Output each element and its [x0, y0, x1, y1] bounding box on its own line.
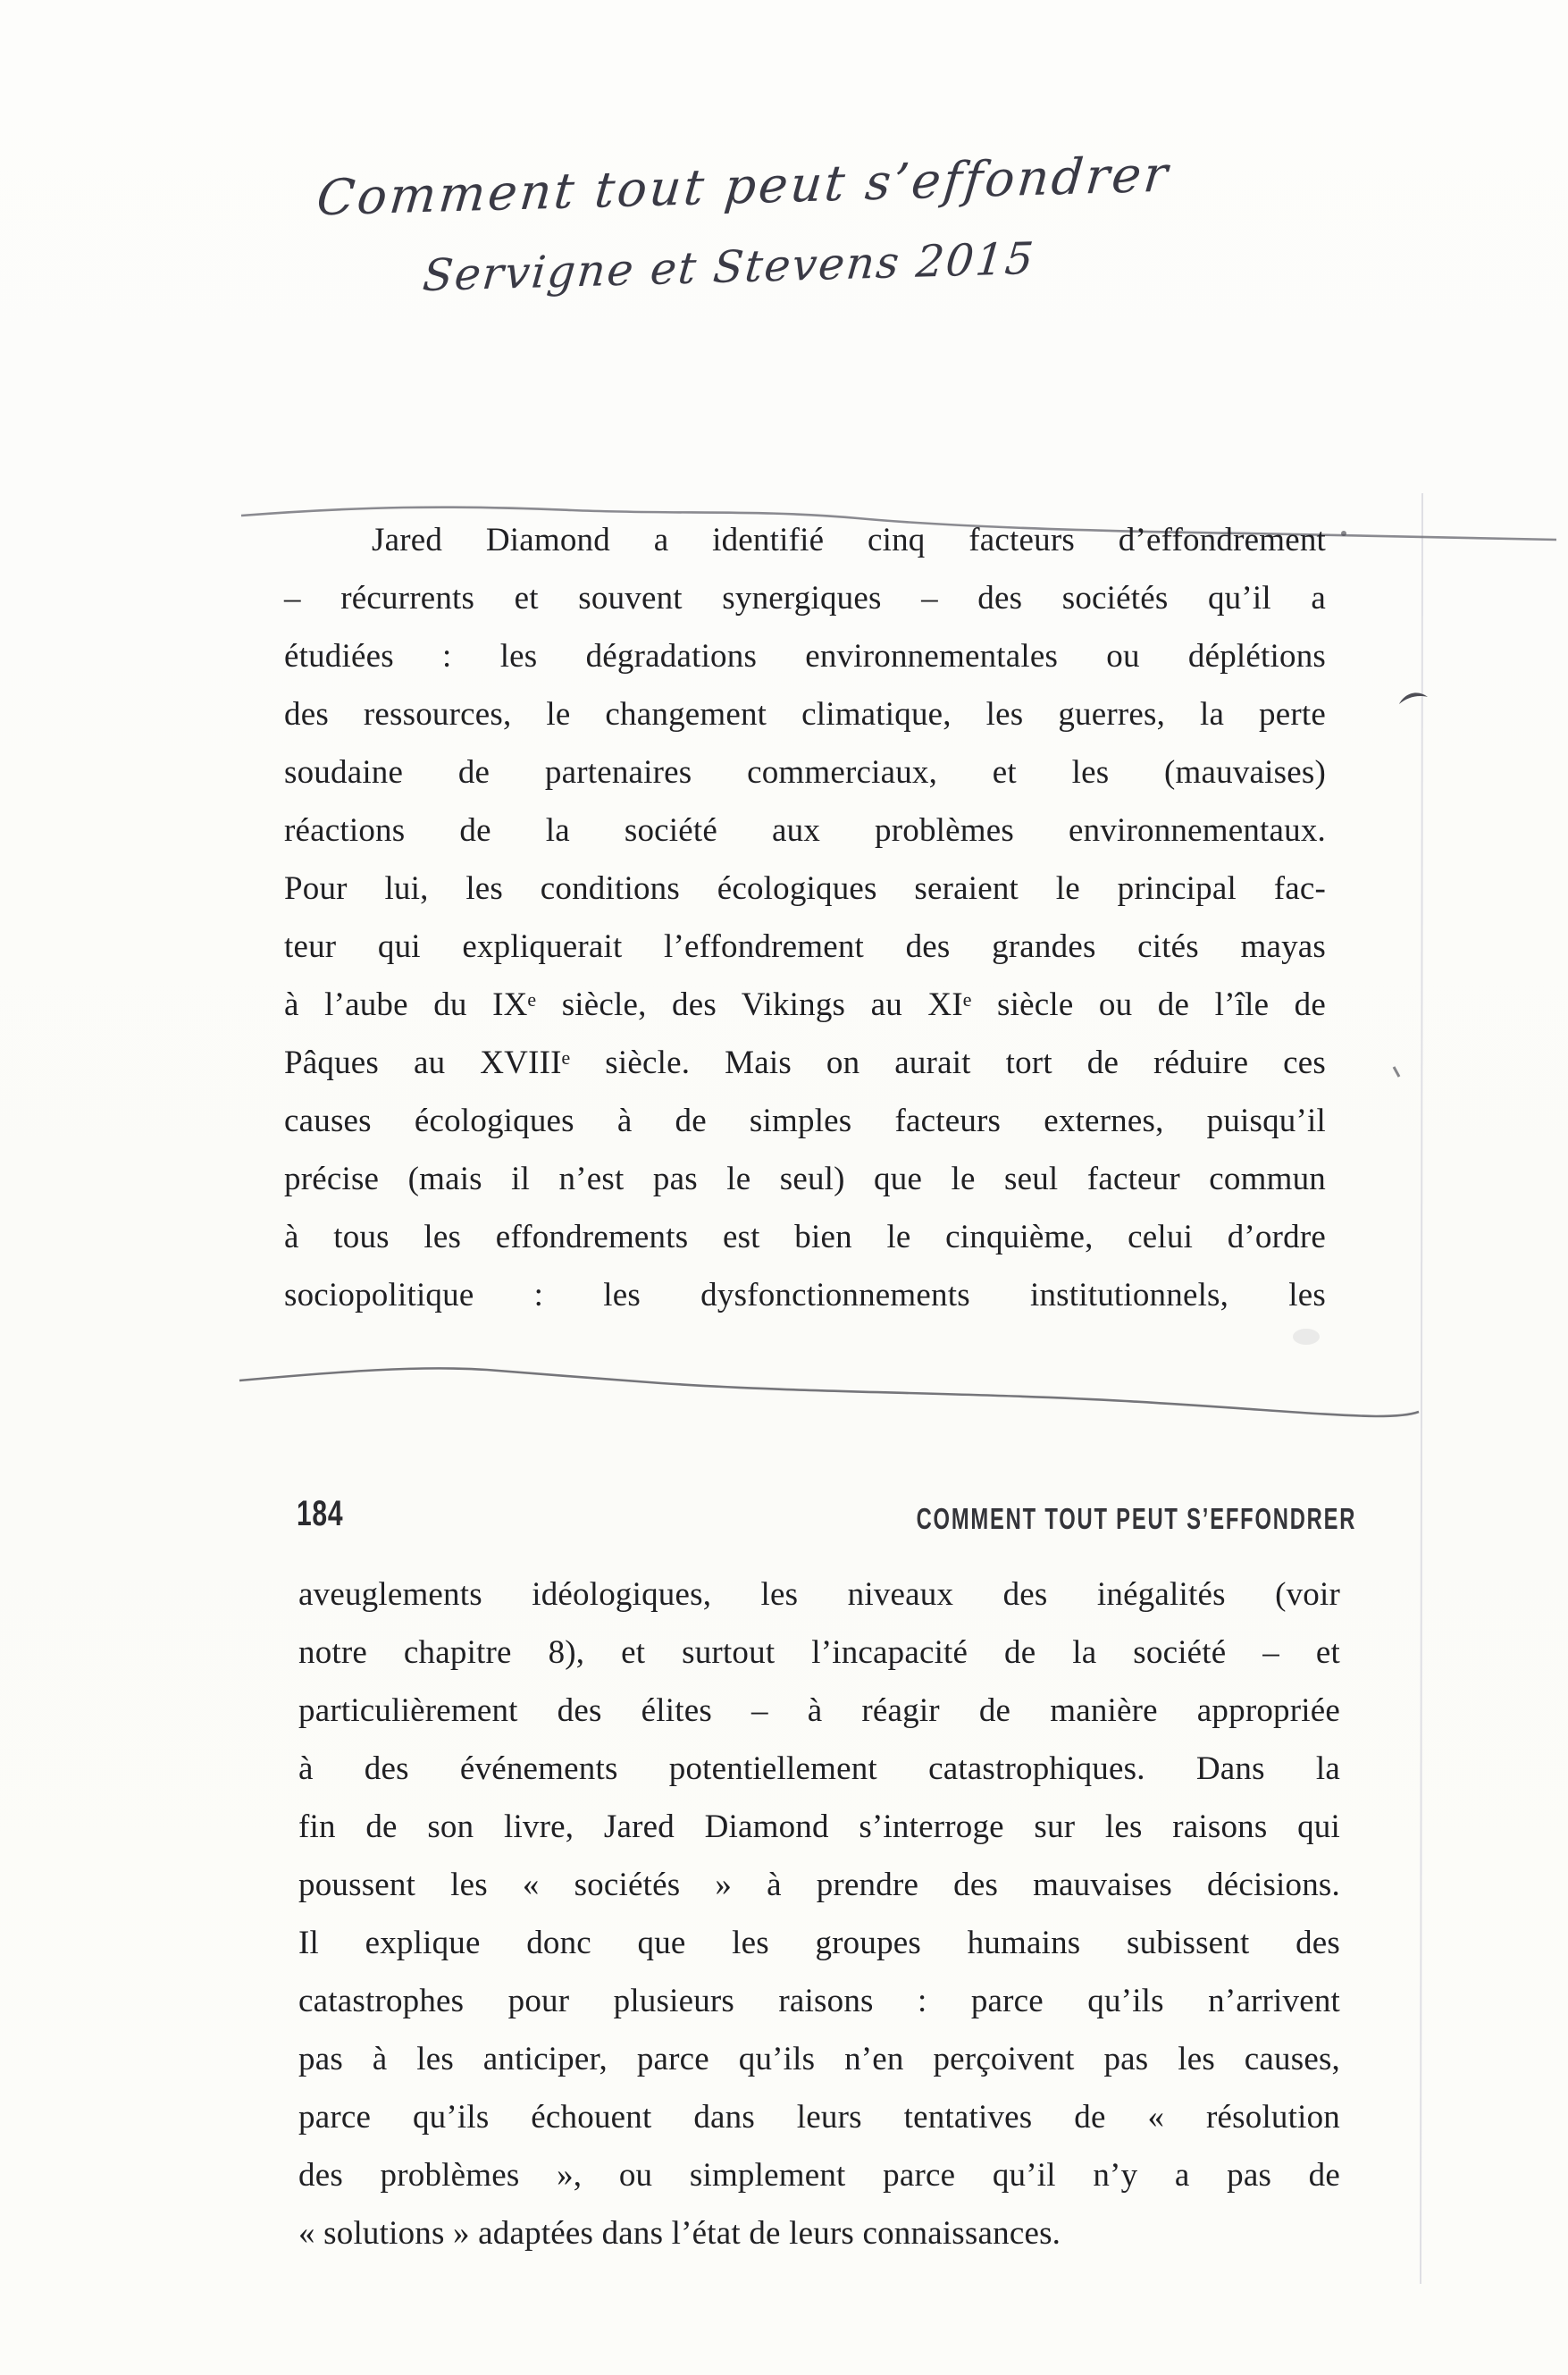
text-line: étudiées : les dégradations environnementales ou déplétions [284, 638, 1326, 675]
running-title: COMMENT TOUT PEUT S’EFFONDRER [916, 1502, 1356, 1535]
text-line: – récurrents et souvent synergiques – des sociétés qu’il a [284, 580, 1326, 617]
text-line: réactions de la société aux problèmes environnementaux. [284, 812, 1326, 849]
text-line: à l’aube du IXᵉ siècle, des Vikings au XIᵉ siècle ou de l’île de [284, 986, 1326, 1023]
ink-speck-tick [1394, 1067, 1399, 1077]
text-line: pas à les anticiper, parce qu’ils n’en perçoivent pas les causes, [298, 2041, 1340, 2077]
handwritten-note [316, 146, 1173, 305]
text-line: poussent les « sociétés » à prendre des mauvaises décisions. [298, 1867, 1340, 1903]
text-line: Pour lui, les conditions écologiques seraient le principal fac- [284, 870, 1326, 907]
ink-speck-curved [1399, 692, 1428, 704]
text-line: à tous les effondrements est bien le cinquième, celui d’ordre [284, 1219, 1326, 1255]
page-bottom-text-block [298, 1565, 1340, 2262]
handwritten-authors-year: Servigne et Stevens 2015 [420, 232, 1037, 302]
page-top-text-block [284, 511, 1326, 1324]
text-line: précise (mais il n’est pas le seul) que le seul facteur commun [284, 1161, 1326, 1197]
text-line: teur qui expliquerait l’effondrement des grandes cités mayas [284, 928, 1326, 965]
paper-edge-vertical-line [1421, 493, 1422, 2284]
page-edge-line-bottom [239, 1368, 1419, 1416]
text-line: sociopolitique : les dysfonctionnements institutionnels, les [284, 1277, 1326, 1313]
text-line: catastrophes pour plusieurs raisons : parce qu’ils n’arrivent [298, 1983, 1340, 2019]
text-line: Pâques au XVIIIᵉ siècle. Mais on aurait tort de réduire ces [284, 1045, 1326, 1081]
text-line: particulièrement des élites – à réagir de manière appropriée [298, 1692, 1340, 1729]
text-line: notre chapitre 8), et surtout l’incapacité de la société – et [298, 1634, 1340, 1671]
text-line: à des événements potentiellement catastrophiques. Dans la [298, 1750, 1340, 1787]
page-number: 184 [297, 1494, 344, 1533]
text-line: « solutions » adaptées dans l’état de leurs connaissances. [298, 2215, 1061, 2252]
text-line: des ressources, le changement climatique, les guerres, la perte [284, 696, 1326, 733]
text-line: Jared Diamond a identifié cinq facteurs d’effondrement [372, 522, 1326, 558]
handwritten-book-title: Comment tout peut s’effondrer [314, 145, 1173, 227]
text-line: Il explique donc que les groupes humains subissent des [298, 1925, 1340, 1961]
ink-speck-dot [1341, 531, 1346, 536]
text-line: soudaine de partenaires commerciaux, et les (mauvaises) [284, 754, 1326, 791]
text-line: des problèmes », ou simplement parce qu’il n’y a pas de [298, 2157, 1340, 2194]
text-line: fin de son livre, Jared Diamond s’interroge sur les raisons qui [298, 1809, 1340, 1845]
scan-smudge [1293, 1329, 1320, 1345]
text-line: aveuglements idéologiques, les niveaux des inégalités (voir [298, 1576, 1340, 1613]
text-line: causes écologiques à de simples facteurs externes, puisqu’il [284, 1103, 1326, 1139]
text-line: parce qu’ils échouent dans leurs tentatives de « résolution [298, 2099, 1340, 2136]
